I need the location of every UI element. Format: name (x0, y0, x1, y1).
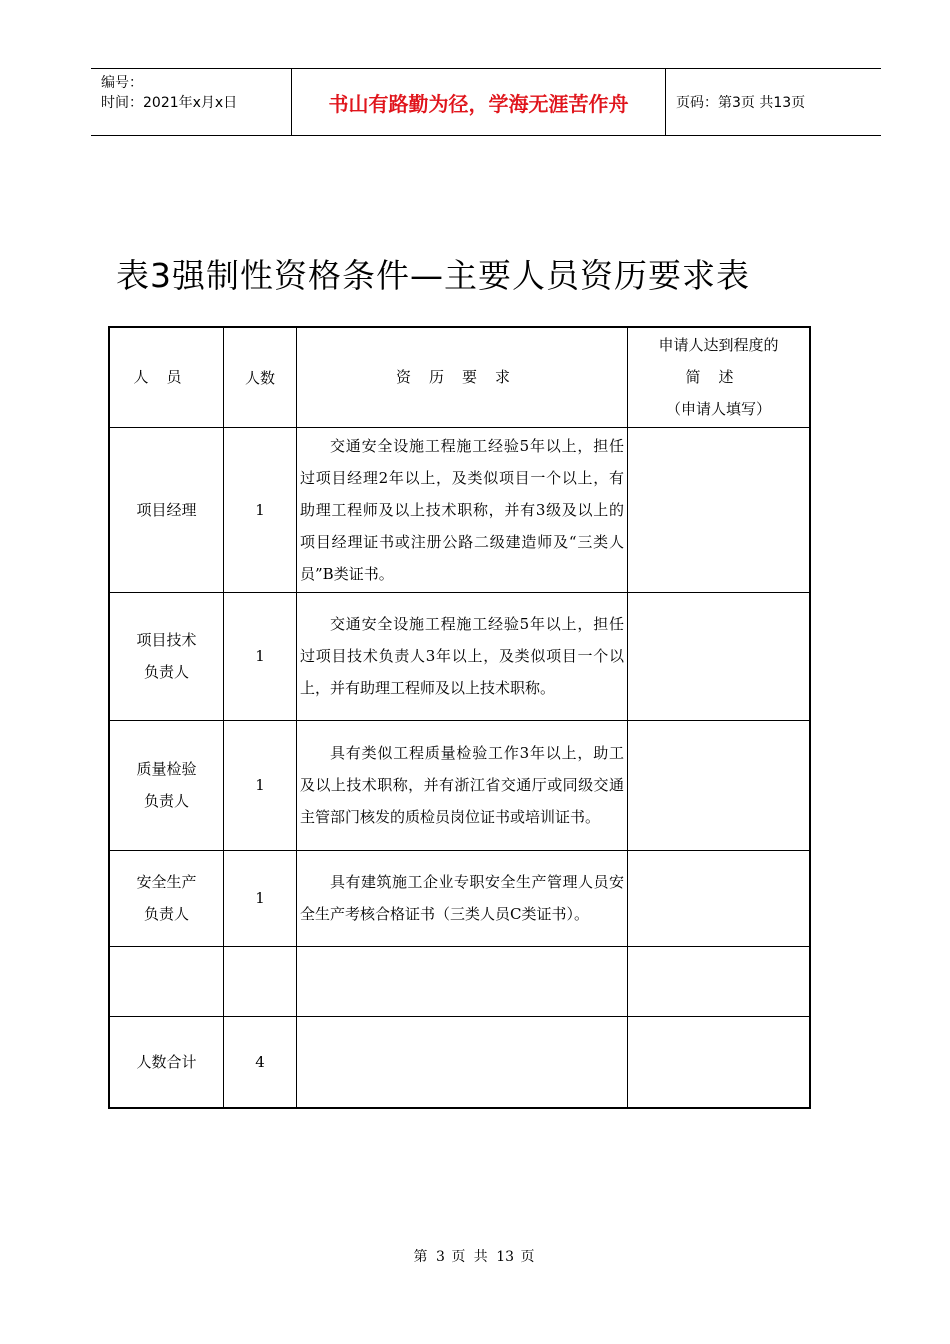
row-count: 4 (224, 1016, 297, 1108)
row-applicant-fill[interactable] (628, 1016, 811, 1108)
header-motto: 书山有路勤为径，学海无涯苦作舟 (292, 69, 666, 135)
row-role: 项目技术 负责人 (109, 592, 224, 720)
row-applicant-fill[interactable] (628, 592, 811, 720)
row-applicant-fill[interactable] (628, 720, 811, 850)
row-role: 项目经理 (109, 427, 224, 592)
row-role: 质量检验 负责人 (109, 720, 224, 850)
footer-mid: 页 共 (451, 1249, 490, 1265)
table-row (109, 720, 810, 850)
row-requirement: 具有类似工程质量检验工作3年以上，助工及以上技术职称，并有浙江省交通厅或同级交通主管部门核发的质检员岗位证书或培训证书。 (297, 720, 628, 850)
requirements-table (108, 326, 811, 1109)
footer-total-pages: 13 (496, 1249, 515, 1265)
header-count: 人数 (224, 327, 297, 427)
row-applicant-fill[interactable] (628, 427, 811, 592)
row-role: 安全生产 负责人 (109, 850, 224, 946)
header-applicant-description: 申请人达到程度的 简述 （申请人填写） (628, 327, 811, 427)
row-requirement: 交通安全设施工程施工经验5年以上，担任过项目经理2年以上，及类似项目一个以上，有助理工程师及以上技术职称，并有3级及以上的项目经理证书或注册公路二级建造师及“三类人员”B类证书。 (297, 427, 628, 592)
table-row (109, 946, 810, 1016)
row-requirement: 具有建筑施工企业专职安全生产管理人员安全生产考核合格证书（三类人员C类证书）。 (297, 850, 628, 946)
table-header-row (109, 327, 810, 427)
footer-suffix: 页 (520, 1249, 537, 1265)
header-personnel: 人员 (109, 327, 224, 427)
table-row (109, 850, 810, 946)
row-applicant-fill[interactable] (628, 946, 811, 1016)
row-count: 1 (224, 720, 297, 850)
row-role: 人数合计 (109, 1016, 224, 1108)
header-page-label: 页码：第3页 共13页 (676, 95, 806, 111)
row-count: 1 (224, 592, 297, 720)
table-row (109, 592, 810, 720)
document-title: 表3强制性资格条件—主要人员资历要求表 (116, 256, 750, 295)
table-row-total (109, 1016, 810, 1108)
row-count: 1 (224, 850, 297, 946)
document-time-label: 时间：2021年x月x日 (101, 95, 238, 111)
row-count: 1 (224, 427, 297, 592)
footer-page-number: 3 (435, 1249, 445, 1265)
header-meta (91, 69, 292, 135)
row-requirement (297, 946, 628, 1016)
row-requirement (297, 1016, 628, 1108)
row-role (109, 946, 224, 1016)
row-applicant-fill[interactable] (628, 850, 811, 946)
table-row (109, 427, 810, 592)
page-header (91, 68, 881, 136)
header-requirements: 资历要求 (297, 327, 628, 427)
row-requirement: 交通安全设施工程施工经验5年以上，担任过项目技术负责人3年以上，及类似项目一个以上，并有助理工程师及以上技术职称。 (297, 592, 628, 720)
page-footer (0, 1246, 950, 1266)
row-count (224, 946, 297, 1016)
footer-prefix: 第 (413, 1249, 430, 1265)
document-number-label: 编号： (101, 75, 143, 91)
